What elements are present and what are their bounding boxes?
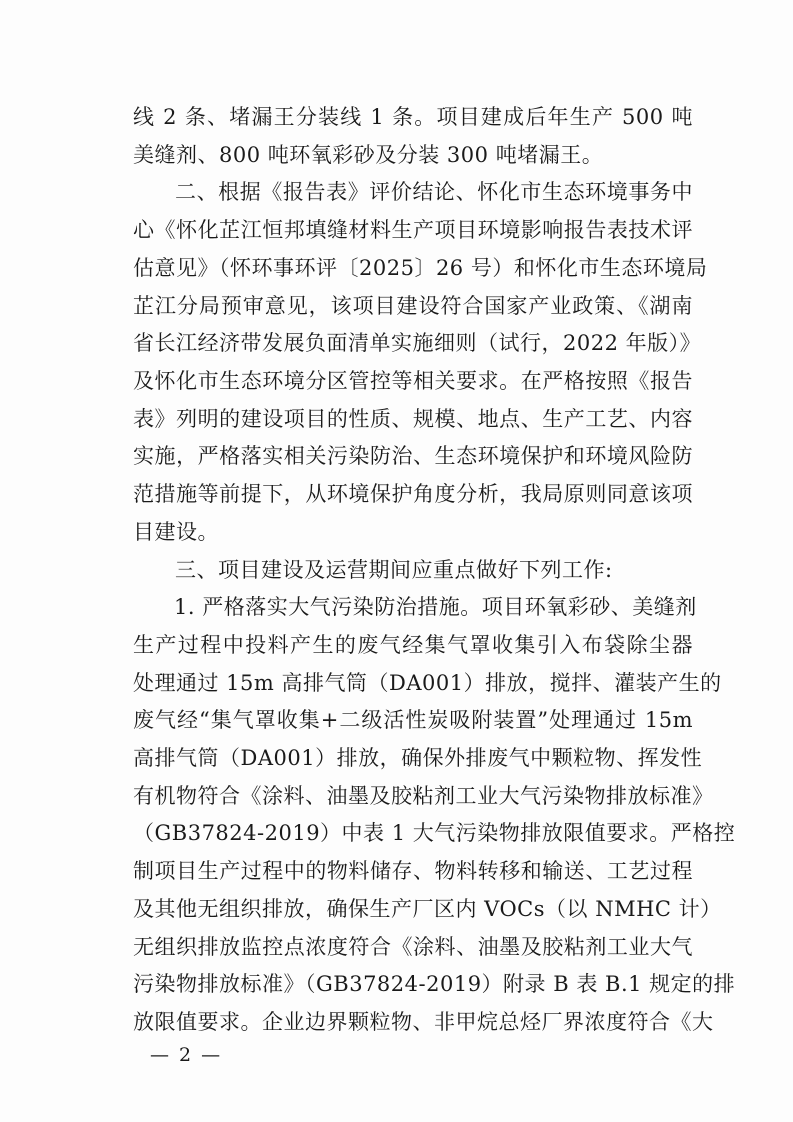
body-line: （GB37824-2019）中表 1 大气污染物排放限值要求。严格控: [133, 821, 736, 845]
body-line: 美缝剂、800 吨环氧彩砂及分装 300 吨堵漏王。: [133, 143, 604, 167]
body-line: 处理通过 15m 高排气筒（DA001）排放，搅拌、灌装产生的: [133, 671, 722, 695]
body-line: 及怀化市生态环境分区管控等相关要求。在严格按照《报告: [133, 369, 693, 393]
body-line: 高排气筒（DA001）排放，确保外排废气中颗粒物、挥发性: [133, 746, 703, 770]
body-line: 表》列明的建设项目的性质、规模、地点、生产工艺、内容: [133, 407, 693, 431]
body-line: 芷江分局预审意见，该项目建设符合国家产业政策、《湖南: [133, 294, 693, 318]
section-heading: 三、项目建设及运营期间应重点做好下列工作:: [175, 558, 613, 582]
body-line: 生产过程中投料产生的废气经集气罩收集引入布袋除尘器: [133, 633, 693, 657]
body-line: 1. 严格落实大气污染防治措施。项目环氧彩砂、美缝剂: [174, 595, 697, 619]
body-line: 无组织排放监控点浓度符合《涂料、油墨及胶粘剂工业大气: [133, 935, 693, 959]
body-line: 及其他无组织排放，确保生产厂区内 VOCs（以 NMHC 计）: [133, 897, 722, 921]
body-line: 废气经“集气罩收集+二级活性炭吸附装置”处理通过 15m: [133, 708, 693, 732]
body-line: 制项目生产过程中的物料储存、物料转移和输送、工艺过程: [133, 859, 693, 883]
body-line: 污染物排放标准》（GB37824-2019）附录 B 表 B.1 规定的排: [133, 972, 736, 996]
body-line: 线 2 条、堵漏王分装线 1 条。项目建成后年生产 500 吨: [133, 105, 693, 129]
body-line: 心《怀化芷江恒邦填缝材料生产项目环境影响报告表技术评: [133, 218, 693, 242]
body-line: 二、根据《报告表》评价结论、怀化市生态环境事务中: [175, 180, 693, 204]
body-line: 实施，严格落实相关污染防治、生态环境保护和环境风险防: [133, 444, 693, 468]
body-line: 估意见》（怀环事环评〔2025〕26 号）和怀化市生态环境局: [133, 256, 708, 280]
body-line: 省长江经济带发展负面清单实施细则（试行，2022 年版）》: [133, 331, 702, 355]
body-line: 放限值要求。企业边界颗粒物、非甲烷总烃厂界浓度符合《大: [133, 1010, 714, 1034]
body-line: 有机物符合《涂料、油墨及胶粘剂工业大气污染物排放标准》: [133, 784, 714, 808]
body-line: 目建设。: [133, 520, 219, 544]
body-line: 范措施等前提下，从环境保护角度分析，我局原则同意该项: [133, 482, 693, 506]
page-number: — 2 —: [150, 1044, 223, 1066]
